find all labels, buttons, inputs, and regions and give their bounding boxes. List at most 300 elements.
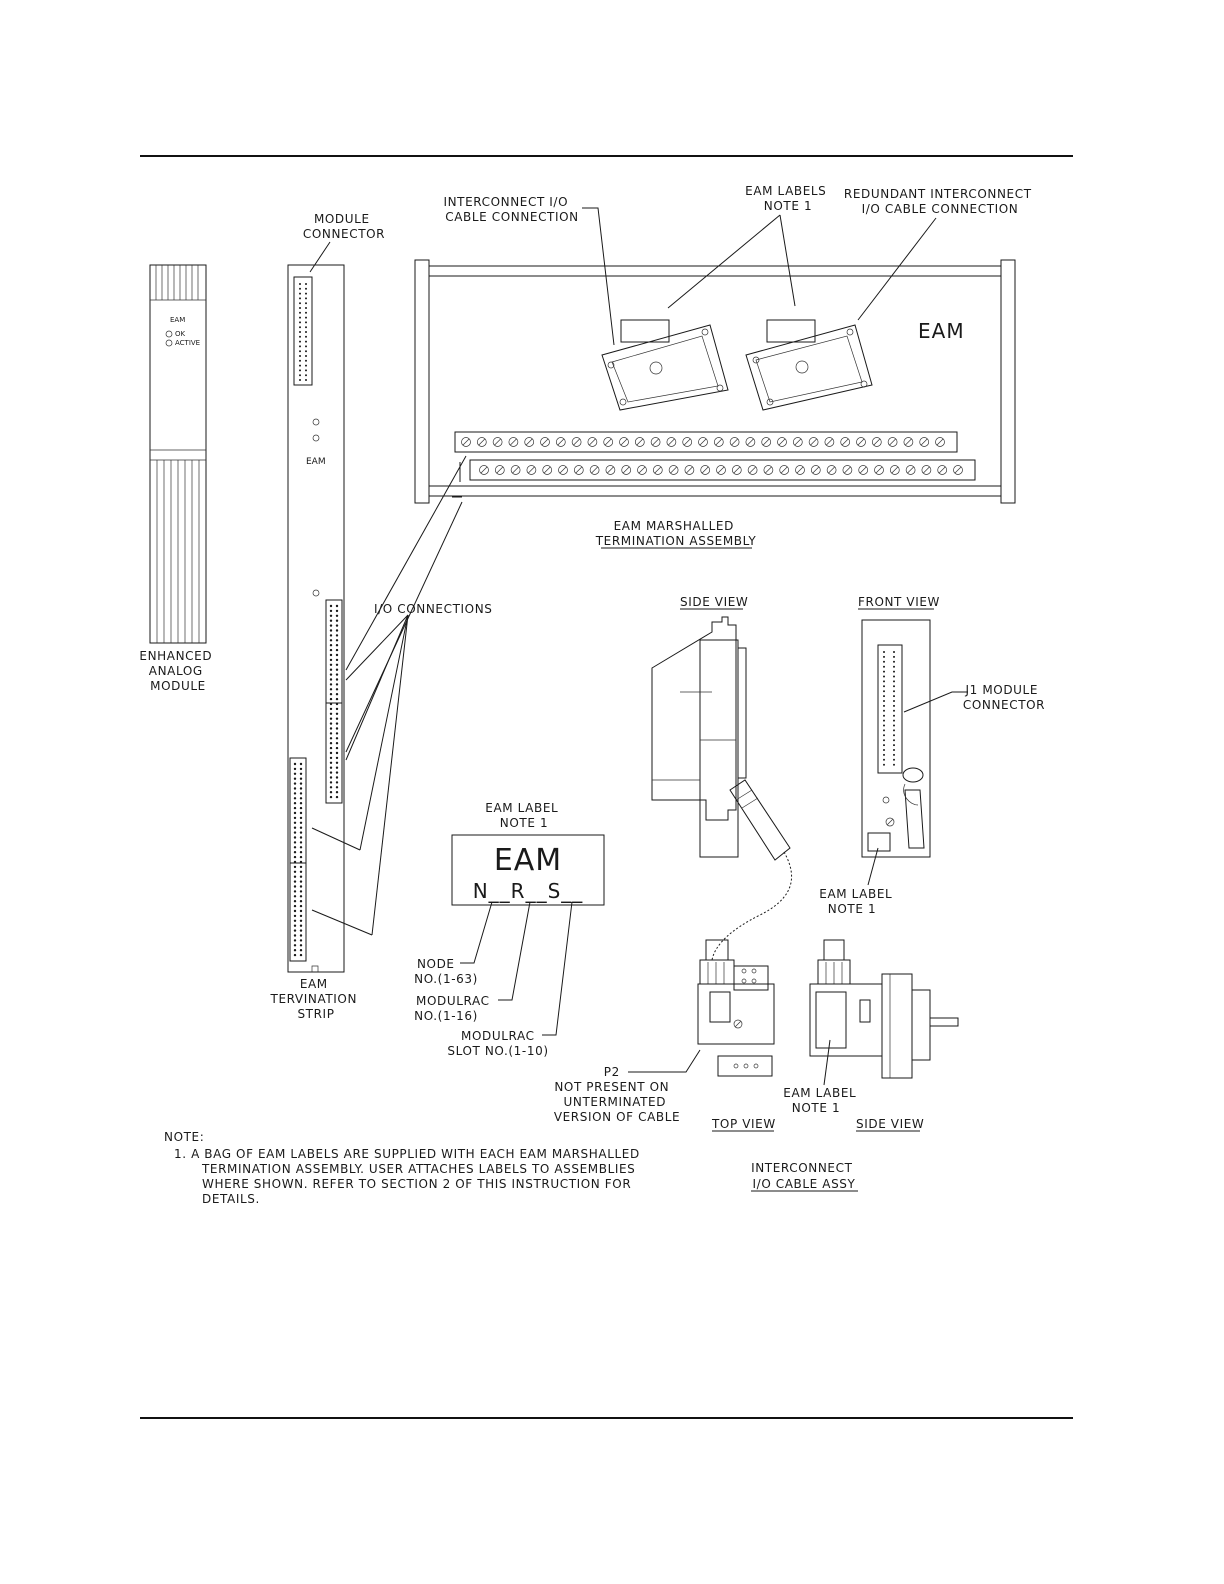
pin	[294, 787, 296, 789]
pin	[305, 336, 307, 338]
pin	[336, 644, 338, 646]
pin	[299, 317, 301, 319]
pin	[299, 350, 301, 352]
pin	[893, 685, 895, 687]
cable-front-view	[862, 620, 930, 857]
pin	[330, 786, 332, 788]
screw-slot	[463, 439, 469, 445]
screw-slot	[684, 439, 690, 445]
pin	[336, 752, 338, 754]
pin	[336, 742, 338, 744]
pin	[330, 718, 332, 720]
screw-slot	[623, 467, 629, 473]
pin	[305, 374, 307, 376]
screw-slot	[607, 467, 613, 473]
pin	[330, 649, 332, 651]
pin	[893, 739, 895, 741]
led-active-label: ACTIVE	[175, 339, 201, 347]
pin	[299, 307, 301, 309]
pin	[305, 345, 307, 347]
pin	[294, 778, 296, 780]
note-line-2: TERMINATION ASSEMBLY. USER ATTACHES LABELS TO ASSEMBLIES	[202, 1162, 636, 1176]
screw-slot	[908, 467, 914, 473]
note-heading: NOTE:	[164, 1130, 205, 1144]
screw-slot	[747, 439, 753, 445]
pin	[300, 782, 302, 784]
screw-slot	[637, 439, 643, 445]
pin	[294, 934, 296, 936]
eam-termination-strip	[288, 265, 344, 972]
pin	[336, 771, 338, 773]
pin	[336, 678, 338, 680]
pin	[883, 759, 885, 761]
pin	[299, 345, 301, 347]
pin	[330, 659, 332, 661]
pin	[299, 374, 301, 376]
pin	[893, 676, 895, 678]
top-view-label: TOP VIEW	[712, 1117, 776, 1131]
pin	[883, 710, 885, 712]
cable-side-view-top	[652, 617, 792, 960]
pin	[883, 685, 885, 687]
screw-slot	[544, 467, 550, 473]
screw-slot	[892, 467, 898, 473]
pin	[305, 326, 307, 328]
pin	[294, 792, 296, 794]
pin	[330, 762, 332, 764]
pin	[300, 812, 302, 814]
screw-slot	[858, 439, 864, 445]
pin	[893, 690, 895, 692]
pin	[336, 718, 338, 720]
pin	[893, 671, 895, 673]
pin	[294, 890, 296, 892]
pin	[883, 729, 885, 731]
pin	[299, 312, 301, 314]
screw-slot	[923, 467, 929, 473]
pin	[294, 812, 296, 814]
pin	[336, 634, 338, 636]
interconnect-cable-assy-label: INTERCONNECT I/O CABLE ASSY	[751, 1161, 856, 1191]
screw-slot	[589, 439, 595, 445]
pin	[336, 683, 338, 685]
pin	[336, 629, 338, 631]
module-face-title: EAM	[170, 316, 186, 324]
pin	[294, 954, 296, 956]
pin	[893, 729, 895, 731]
screw-slot	[668, 439, 674, 445]
pin	[893, 720, 895, 722]
screw-slot	[495, 439, 501, 445]
pin	[305, 312, 307, 314]
redundant-connector-plate	[746, 320, 872, 410]
pin	[305, 369, 307, 371]
pin	[300, 807, 302, 809]
modulrac-leader	[498, 902, 530, 1000]
pin	[883, 661, 885, 663]
pin	[336, 654, 338, 656]
module-connector-label: MODULE CONNECTOR	[302, 212, 386, 241]
pin	[330, 742, 332, 744]
pin	[305, 283, 307, 285]
io-connections-label: I/O CONNECTIONS	[374, 602, 493, 616]
pin	[299, 360, 301, 362]
pin	[336, 649, 338, 651]
pin	[294, 773, 296, 775]
pin	[336, 737, 338, 739]
pin	[336, 664, 338, 666]
screw-slot	[621, 439, 627, 445]
screw-slot	[497, 467, 503, 473]
screw-slot	[528, 467, 534, 473]
pin	[893, 651, 895, 653]
pin	[883, 734, 885, 736]
pin	[893, 764, 895, 766]
screw-slot	[876, 467, 882, 473]
pin	[300, 871, 302, 873]
pin	[300, 944, 302, 946]
pin	[336, 786, 338, 788]
pin	[294, 915, 296, 917]
pin	[883, 651, 885, 653]
screw-slot	[481, 467, 487, 473]
cable-top-view	[698, 940, 774, 1076]
pin	[300, 792, 302, 794]
pin	[336, 703, 338, 705]
pin	[883, 764, 885, 766]
pin	[300, 910, 302, 912]
pin	[330, 693, 332, 695]
screw-slot	[671, 467, 677, 473]
pin	[330, 796, 332, 798]
screw-slot	[700, 439, 706, 445]
pin	[883, 705, 885, 707]
pin	[893, 754, 895, 756]
pin	[300, 851, 302, 853]
pin	[330, 771, 332, 773]
pin	[294, 861, 296, 863]
pin	[330, 713, 332, 715]
pin	[330, 673, 332, 675]
pin	[883, 671, 885, 673]
eam-label-front-label: EAM LABEL NOTE 1	[819, 887, 893, 916]
pin	[336, 615, 338, 617]
eam-labels-leader-right	[780, 215, 795, 306]
pin	[294, 797, 296, 799]
note-body	[174, 1147, 644, 1206]
pin	[336, 762, 338, 764]
pin	[305, 350, 307, 352]
eam-labels-label: EAM LABELS NOTE 1	[745, 184, 827, 213]
pin	[294, 831, 296, 833]
pin	[300, 787, 302, 789]
pin	[883, 666, 885, 668]
cable-side-view-bottom	[810, 940, 958, 1078]
interconnect-io-label: INTERCONNECT I/O CABLE CONNECTION	[443, 195, 579, 224]
screw-slot	[542, 439, 548, 445]
screw-slot	[779, 439, 785, 445]
pin	[336, 673, 338, 675]
screw-slot	[750, 467, 756, 473]
pin	[294, 910, 296, 912]
screw-slot	[763, 439, 769, 445]
pin	[300, 890, 302, 892]
screw-slot	[781, 467, 787, 473]
pin	[294, 880, 296, 882]
eam-label-front-leader	[868, 848, 878, 885]
screw-slot	[905, 439, 911, 445]
pin	[294, 763, 296, 765]
screw-slot	[765, 467, 771, 473]
screw-slot	[811, 439, 817, 445]
pin	[294, 949, 296, 951]
pin	[294, 817, 296, 819]
pin	[300, 866, 302, 868]
pin	[300, 915, 302, 917]
pin	[294, 802, 296, 804]
screw-slot	[655, 467, 661, 473]
pin	[294, 846, 296, 848]
front-view-label: FRONT VIEW	[858, 595, 941, 609]
p2-leader	[628, 1050, 700, 1072]
pin	[300, 920, 302, 922]
marshalled-termination-label: EAM MARSHALLED TERMINATION ASSEMBLY	[595, 519, 757, 548]
pin	[336, 776, 338, 778]
pin	[300, 861, 302, 863]
screw-slot	[639, 467, 645, 473]
pin	[883, 680, 885, 682]
enhanced-analog-module	[150, 265, 206, 643]
j1-connector-leader	[904, 692, 968, 712]
pin	[305, 302, 307, 304]
pin	[883, 690, 885, 692]
pin	[893, 710, 895, 712]
pin	[330, 678, 332, 680]
pin	[300, 827, 302, 829]
pin	[330, 683, 332, 685]
pin	[330, 703, 332, 705]
screw-slot	[592, 467, 598, 473]
pin	[336, 791, 338, 793]
led-ok-label: OK	[175, 330, 186, 338]
pin	[299, 355, 301, 357]
pin	[294, 885, 296, 887]
pin	[893, 695, 895, 697]
pin	[330, 732, 332, 734]
pin	[330, 610, 332, 612]
eam-label-big-text: EAM	[493, 843, 563, 878]
pin	[305, 379, 307, 381]
pin	[300, 831, 302, 833]
module-connector-leader	[310, 242, 330, 272]
pin	[305, 307, 307, 309]
screw-slot	[513, 467, 519, 473]
pin	[893, 666, 895, 668]
pin	[300, 802, 302, 804]
pin	[300, 817, 302, 819]
pin	[300, 836, 302, 838]
pin	[300, 773, 302, 775]
note-line-4: DETAILS.	[202, 1192, 260, 1206]
p2-note-label: P2 NOT PRESENT ON UNTERMINATED VERSION OF CABLE	[553, 1065, 681, 1124]
pin	[336, 620, 338, 622]
screw-slot	[560, 467, 566, 473]
pin	[893, 680, 895, 682]
pin	[330, 767, 332, 769]
pin	[883, 749, 885, 751]
pin	[300, 822, 302, 824]
pin	[299, 302, 301, 304]
pin	[300, 900, 302, 902]
pin	[330, 605, 332, 607]
pin	[300, 925, 302, 927]
pin	[300, 954, 302, 956]
pin	[893, 749, 895, 751]
screw-slot	[844, 467, 850, 473]
pin	[330, 722, 332, 724]
pin	[893, 725, 895, 727]
pin	[294, 925, 296, 927]
pin	[336, 796, 338, 798]
screw-slot	[653, 439, 659, 445]
pin	[883, 725, 885, 727]
screw-slot	[813, 467, 819, 473]
interconnect-connector-plate	[602, 320, 728, 410]
pin	[300, 934, 302, 936]
pin	[893, 705, 895, 707]
pin	[299, 379, 301, 381]
pin	[330, 727, 332, 729]
pin	[336, 659, 338, 661]
redundant-interconnect-leader	[858, 218, 936, 320]
screw-slot	[479, 439, 485, 445]
pin	[893, 700, 895, 702]
screw-slot	[716, 439, 722, 445]
pin	[294, 768, 296, 770]
pin	[294, 841, 296, 843]
pin	[893, 661, 895, 663]
pin	[305, 321, 307, 323]
pin	[336, 669, 338, 671]
pin	[300, 763, 302, 765]
pin	[300, 929, 302, 931]
pin	[893, 759, 895, 761]
screw-slot	[734, 467, 740, 473]
pin	[336, 732, 338, 734]
pin	[893, 734, 895, 736]
pin	[330, 664, 332, 666]
pin	[336, 781, 338, 783]
pin	[330, 776, 332, 778]
pin	[336, 605, 338, 607]
terminal-block-screws	[462, 438, 963, 475]
note-line-1: 1. A BAG OF EAM LABELS ARE SUPPLIED WITH EACH EAM MARSHALLED	[174, 1147, 640, 1161]
pin	[336, 693, 338, 695]
pin	[330, 620, 332, 622]
screw-slot	[860, 467, 866, 473]
eam-label-bottom-label: EAM LABEL NOTE 1	[783, 1086, 857, 1115]
pin	[330, 708, 332, 710]
pin	[883, 695, 885, 697]
pin	[299, 326, 301, 328]
pin	[294, 851, 296, 853]
pin	[330, 624, 332, 626]
screw-slot	[732, 439, 738, 445]
pin	[300, 768, 302, 770]
pin	[336, 713, 338, 715]
pin	[330, 791, 332, 793]
pin	[294, 939, 296, 941]
pin	[300, 856, 302, 858]
pin	[300, 841, 302, 843]
eam-labels-leader-left	[668, 215, 780, 308]
pin	[336, 757, 338, 759]
pin	[330, 737, 332, 739]
pin	[300, 939, 302, 941]
pin	[893, 744, 895, 746]
screw-slot	[797, 467, 803, 473]
pin	[294, 895, 296, 897]
eam-label-bottom-leader	[824, 1040, 830, 1085]
screw-slot	[890, 439, 896, 445]
pin	[336, 610, 338, 612]
pin	[294, 807, 296, 809]
screw-slot	[874, 439, 880, 445]
pin	[305, 341, 307, 343]
pin	[299, 288, 301, 290]
pin	[330, 639, 332, 641]
screw-slot	[795, 439, 801, 445]
pin	[883, 656, 885, 658]
pin	[294, 920, 296, 922]
pin	[330, 615, 332, 617]
pin	[330, 688, 332, 690]
pin	[299, 331, 301, 333]
j1-module-connector-label: J1 MODULE CONNECTOR	[962, 683, 1046, 712]
screw-slot	[955, 467, 961, 473]
pin	[294, 929, 296, 931]
pin	[294, 782, 296, 784]
pin	[299, 297, 301, 299]
pin	[294, 871, 296, 873]
pin	[294, 836, 296, 838]
pin	[883, 676, 885, 678]
redundant-interconnect-label: REDUNDANT INTERCONNECT I/O CABLE CONNECTION	[843, 187, 1032, 216]
screw-slot	[605, 439, 611, 445]
pin	[299, 365, 301, 367]
pin	[336, 747, 338, 749]
eam-panel-label: EAM	[918, 319, 965, 343]
screw-slot	[558, 439, 564, 445]
pin	[883, 739, 885, 741]
pin	[305, 331, 307, 333]
screw-slot	[718, 467, 724, 473]
pin	[883, 744, 885, 746]
pin	[299, 369, 301, 371]
marshalled-termination-assembly	[415, 260, 1015, 503]
screw-slot	[510, 439, 516, 445]
eam-label-note-label: EAM LABEL NOTE 1	[485, 801, 559, 830]
screw-slot	[826, 439, 832, 445]
pin	[300, 876, 302, 878]
pin	[883, 715, 885, 717]
pin	[299, 336, 301, 338]
screw-slot	[702, 467, 708, 473]
enhanced-analog-module-label: ENHANCED ANALOG MODULE	[139, 649, 213, 693]
screw-slot	[574, 439, 580, 445]
pin	[300, 880, 302, 882]
pin	[883, 754, 885, 756]
